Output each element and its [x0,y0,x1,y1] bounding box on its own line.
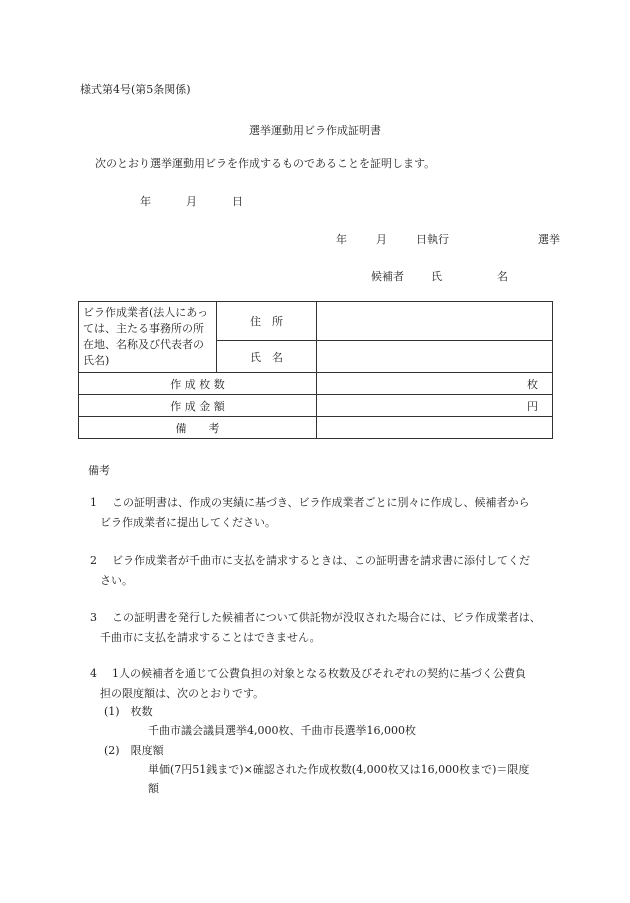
date-day: 日 [232,195,243,208]
note-item-3 [90,608,560,648]
remarks-label: 備 考 [79,417,317,439]
note-text-cont: 千曲市に支払を請求することはできません。 [100,631,321,644]
certification-statement: 次のとおり選挙運動用ビラを作成するものであることを証明します。 [95,157,436,170]
amount-field[interactable] [317,395,553,417]
election-held: 日執行 [416,233,449,246]
note-item-2 [90,551,560,591]
election-suffix: 選挙 [538,233,560,246]
amount-unit: 円 [527,399,538,413]
form-number: 様式第4号(第5条関係) [80,83,191,96]
remarks-field[interactable] [317,417,553,439]
issue-date [140,193,243,209]
note-text: ビラ作成業者が千曲市に支払を請求するときは、この証明書を請求書に添付してくだ [112,554,530,567]
note-number: 3 [90,611,97,624]
sub-item-2-text-cont: 額 [148,782,159,795]
table-row [79,302,553,341]
amount-label: 作 成 金 額 [79,395,317,417]
note-text-cont: ビラ作成業者に提出してください。 [100,516,276,529]
notes-heading: 備考 [88,464,110,477]
sub-item-1-label: (1) 枚数 [104,705,153,718]
date-year: 年 [140,195,151,208]
note-text-cont: さい。 [100,574,133,587]
note-item-1 [90,493,560,533]
certificate-table [78,301,553,439]
election-month: 月 [376,233,387,246]
note-text: この証明書は、作成の実績に基づき、ビラ作成業者ごとに別々に作成し、候補者から [112,496,530,509]
note-number: 2 [90,554,97,567]
name-field[interactable] [317,341,553,373]
candidate-label: 候補者 [371,270,404,283]
note-text: 1人の候補者を通じて公費負担の対象となる枚数及びそれぞれの契約に基づく公費負 [112,667,526,680]
name-label: 氏 名 [217,341,317,373]
address-label: 住 所 [217,302,317,341]
candidate-line [371,268,508,284]
sub-item-2-text: 単価(7円51銭まで)×確認された作成枚数(4,000枚又は16,000枚まで)＝限度 [148,763,530,776]
count-unit: 枚 [527,377,538,391]
sub-item-2-label: (2) 限度額 [104,744,164,757]
contractor-label: ビラ作成業者(法人にあっては、主たる事務所の所在地、名称及び代表者の氏名) [79,302,217,373]
count-field[interactable] [317,373,553,395]
election-year: 年 [336,233,347,246]
candidate-shi: 氏 [431,270,442,283]
table-row [79,395,553,417]
table-row [79,373,553,395]
count-label: 作 成 枚 数 [79,373,317,395]
document-title: 選挙運動用ビラ作成証明書 [249,124,381,137]
table-row [79,417,553,439]
note-item-4 [90,664,560,704]
address-field[interactable] [317,302,553,341]
note-text: この証明書を発行した候補者について供託物が没収された場合には、ビラ作成業者は、 [112,611,541,624]
date-month: 月 [186,195,197,208]
candidate-mei: 名 [497,270,508,283]
election-line [336,231,560,247]
sub-item-1-text: 千曲市議会議員選挙4,000枚、千曲市長選挙16,000枚 [148,724,416,737]
note-text-cont: 担の限度額は、次のとおりです。 [100,687,265,700]
note-number: 1 [90,496,97,509]
note-number: 4 [90,667,97,680]
